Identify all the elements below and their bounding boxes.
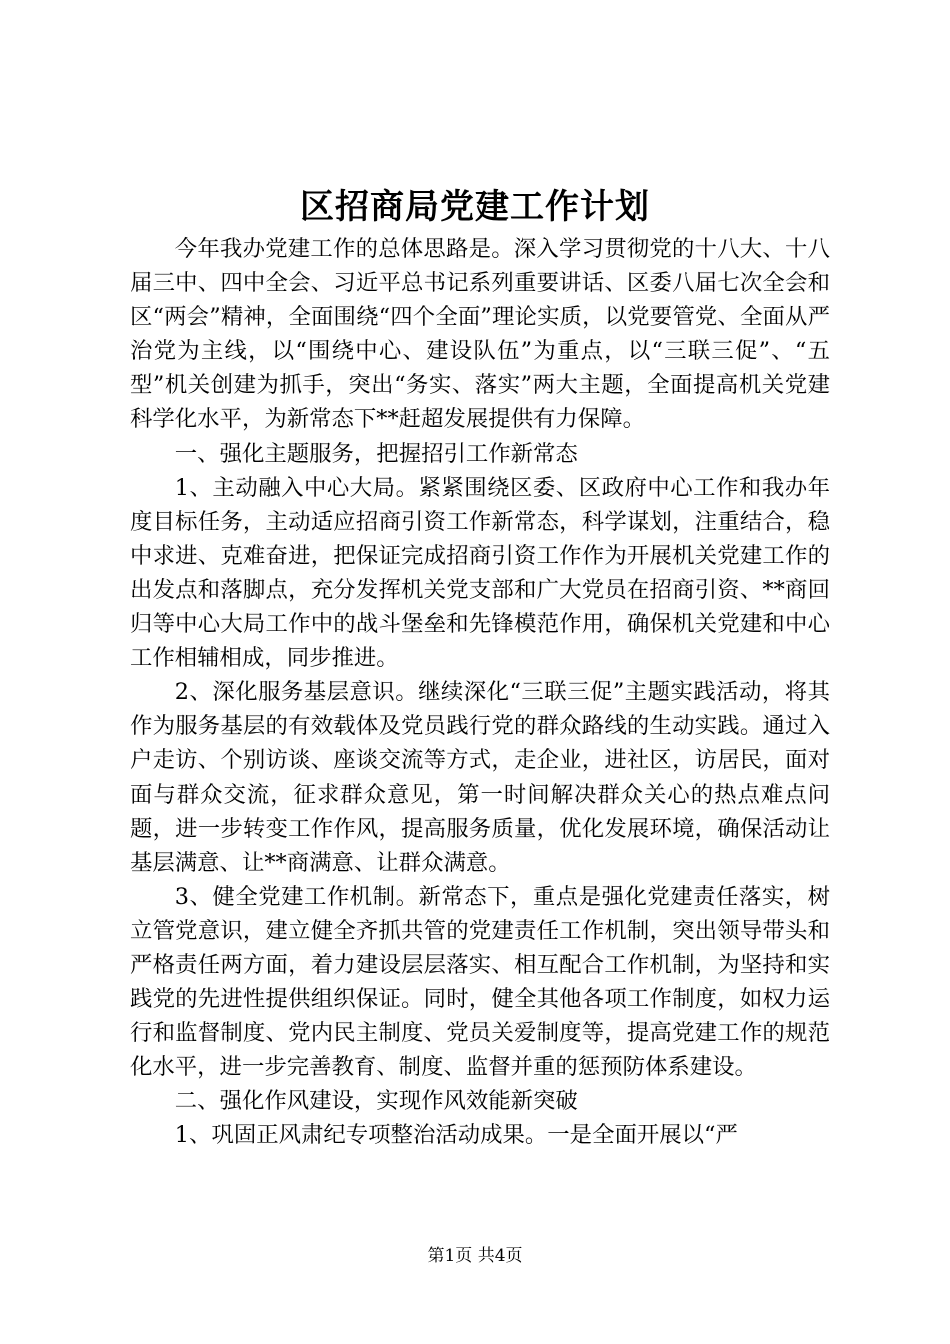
section-heading-2: 二、强化作风建设，实现作风效能新突破 (174, 1088, 578, 1115)
section-heading-1: 一、强化主题服务，把握招引工作新常态 (174, 440, 578, 467)
paragraph-intro: 今年我办党建工作的总体思路是。深入学习贯彻党的十八大、十八届三中、四中全会、习近平总书记系列重要讲话、区委八届七次全会和区“两会”精神，全面围绕“四个全面”理论实质，以党要管党、全面从严治党为主线，以“围绕中心、建设队伍”为重点，以“三联三促”、“五型”机关创建为抓手，突出“务实、落实”两大主题，全面提高机关党建科学化水平，为新常态下**赶超发展提供有力保障。 (130, 236, 830, 433)
paragraph-1-3: 3、健全党建工作机制。新常态下，重点是强化党建责任落实，树立管党意识，建立健全齐抓共管的党建责任工作机制，突出领导带头和严格责任两方面，着力建设层层落实、相互配合工作机制，为坚持和实践党的先进性提供组织保证。同时，健全其他各项工作制度，如权力运行和监督制度、党内民主制度、党员关爱制度等，提高党建工作的规范化水平，进一步完善教育、制度、监督并重的惩预防体系建设。 (130, 883, 830, 1081)
document-title: 区招商局党建工作计划 (300, 187, 650, 227)
document-body (130, 232, 830, 1153)
paragraph-1-2: 2、深化服务基层意识。继续深化“三联三促”主题实践活动，将其作为服务基层的有效载体及党员践行党的群众路线的生动实践。通过入户走访、个别访谈、座谈交流等方式，走企业，进社区，访居民，面对面与群众交流，征求群众意见，第一时间解决群众关心的热点难点问题，进一步转变工作作风，提高服务质量，优化发展环境，确保活动让基层满意、让**商满意、让群众满意。 (130, 679, 830, 876)
paragraph-2-1: 1、巩固正风肃纪专项整治活动成果。一是全面开展以“严 (174, 1122, 738, 1149)
page-footer: 第1页 共4页 (427, 1246, 523, 1266)
paragraph-1-1: 1、主动融入中心大局。紧紧围绕区委、区政府中心工作和我办年度目标任务，主动适应招商引资工作新常态，科学谋划，注重结合，稳中求进、克难奋进，把保证完成招商引资工作作为开展机关党建工作的出发点和落脚点，充分发挥机关党支部和广大党员在招商引资、**商回归等中心大局工作中的战斗堡垒和先锋模范作用，确保机关党建和中心工作相辅相成，同步推进。 (130, 474, 830, 672)
